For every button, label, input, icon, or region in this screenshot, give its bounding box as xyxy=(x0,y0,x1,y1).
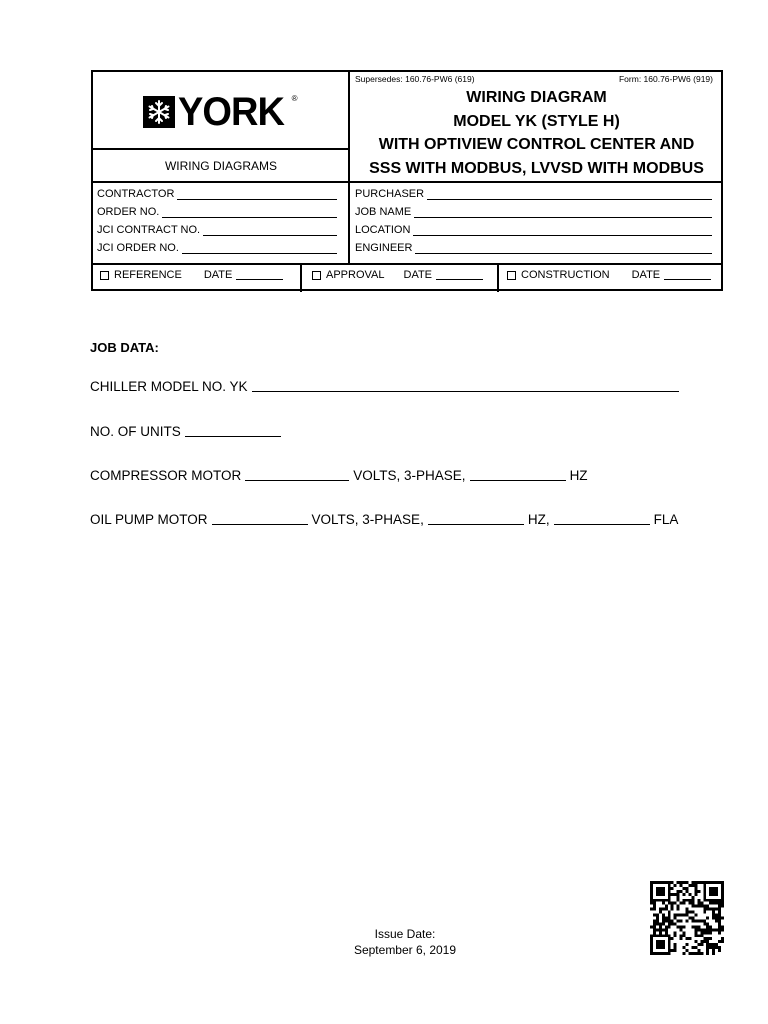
volts-label: VOLTS, 3-PHASE, xyxy=(311,512,424,527)
blank-line[interactable] xyxy=(162,208,337,218)
approval-checkbox[interactable] xyxy=(312,271,321,280)
construction-option[interactable] xyxy=(507,269,711,281)
jci-order-field[interactable] xyxy=(97,242,337,254)
blank-line[interactable] xyxy=(203,226,337,236)
fla-label: FLA xyxy=(653,512,679,527)
jci-contract-field[interactable] xyxy=(97,224,337,236)
field-label: PURCHASER xyxy=(355,188,425,200)
brand-name: YORK xyxy=(178,90,284,134)
construction-checkbox[interactable] xyxy=(507,271,516,280)
chiller-model-row xyxy=(90,379,683,394)
location-field[interactable] xyxy=(355,224,712,236)
units-blank[interactable] xyxy=(185,426,281,437)
reference-checkbox[interactable] xyxy=(100,271,109,280)
date-blank[interactable] xyxy=(664,270,711,280)
date-label: DATE xyxy=(631,269,661,281)
field-label: CONTRACTOR xyxy=(97,188,175,200)
compressor-motor-row xyxy=(90,468,588,483)
header-divider xyxy=(348,182,350,264)
wiring-diagrams-label: WIRING DIAGRAMS xyxy=(164,159,277,173)
date-label: DATE xyxy=(203,269,233,281)
checkbox-label: APPROVAL xyxy=(326,269,385,281)
chiller-model-label: CHILLER MODEL NO. YK xyxy=(90,379,248,394)
compressor-hz-blank[interactable] xyxy=(470,470,566,481)
oil-pump-motor-row xyxy=(90,512,678,527)
hz-label: HZ, xyxy=(527,512,550,527)
compressor-volts-blank[interactable] xyxy=(245,470,349,481)
form-number: Form: 160.76-PW6 (919) xyxy=(618,74,713,84)
form-header xyxy=(91,70,723,291)
oil-pump-volts-blank[interactable] xyxy=(212,514,308,525)
field-label: ENGINEER xyxy=(355,242,413,254)
field-label: ORDER NO. xyxy=(97,206,160,218)
title-line: WIRING DIAGRAM xyxy=(466,89,607,106)
reference-option[interactable] xyxy=(100,269,283,281)
oil-pump-label: OIL PUMP MOTOR xyxy=(90,512,208,527)
checkbox-label: CONSTRUCTION xyxy=(521,269,610,281)
date-blank[interactable] xyxy=(236,270,283,280)
approval-option[interactable] xyxy=(312,269,483,281)
document-title xyxy=(350,86,723,180)
order-no-field[interactable] xyxy=(97,206,337,218)
blank-line[interactable] xyxy=(413,226,712,236)
compressor-motor-label: COMPRESSOR MOTOR xyxy=(90,468,242,483)
blank-line[interactable] xyxy=(177,190,337,200)
issue-date-label: Issue Date: xyxy=(374,927,436,941)
field-label: JCI ORDER NO. xyxy=(97,242,179,254)
field-label: LOCATION xyxy=(355,224,411,236)
blank-line[interactable] xyxy=(182,244,337,254)
blank-line[interactable] xyxy=(427,190,712,200)
hz-label: HZ xyxy=(569,468,588,483)
contractor-field[interactable] xyxy=(97,188,337,200)
title-line: SSS WITH MODBUS, LVVSD WITH MODBUS xyxy=(369,159,704,177)
date-blank[interactable] xyxy=(436,270,483,280)
york-snowflake-icon xyxy=(143,96,175,128)
date-label: DATE xyxy=(403,269,433,281)
field-label: JOB NAME xyxy=(355,206,412,218)
volts-label: VOLTS, 3-PHASE, xyxy=(353,468,466,483)
checkbox-label: REFERENCE xyxy=(114,269,182,281)
engineer-field[interactable] xyxy=(355,242,712,254)
units-row xyxy=(90,424,285,439)
header-divider xyxy=(300,264,302,292)
header-divider xyxy=(93,263,723,265)
job-data-heading: JOB DATA: xyxy=(90,340,159,355)
job-name-field[interactable] xyxy=(355,206,712,218)
oil-pump-hz-blank[interactable] xyxy=(428,514,524,525)
units-label: NO. OF UNITS xyxy=(90,424,181,439)
chiller-model-blank[interactable] xyxy=(252,381,679,392)
qr-code-icon[interactable] xyxy=(650,881,724,955)
issue-date-value: September 6, 2019 xyxy=(353,943,457,957)
purchaser-field[interactable] xyxy=(355,188,712,200)
header-divider xyxy=(497,264,499,292)
blank-line[interactable] xyxy=(415,244,712,254)
title-line: MODEL YK (STYLE H) xyxy=(453,112,620,130)
title-line: WITH OPTIVIEW CONTROL CENTER AND xyxy=(378,136,695,153)
supersedes-text: Supersedes: 160.76-PW6 (619) xyxy=(355,74,475,84)
york-logo xyxy=(143,90,298,134)
oil-pump-fla-blank[interactable] xyxy=(554,514,650,525)
field-label: JCI CONTRACT NO. xyxy=(97,224,201,236)
blank-line[interactable] xyxy=(414,208,712,218)
registered-mark: ® xyxy=(291,93,298,103)
